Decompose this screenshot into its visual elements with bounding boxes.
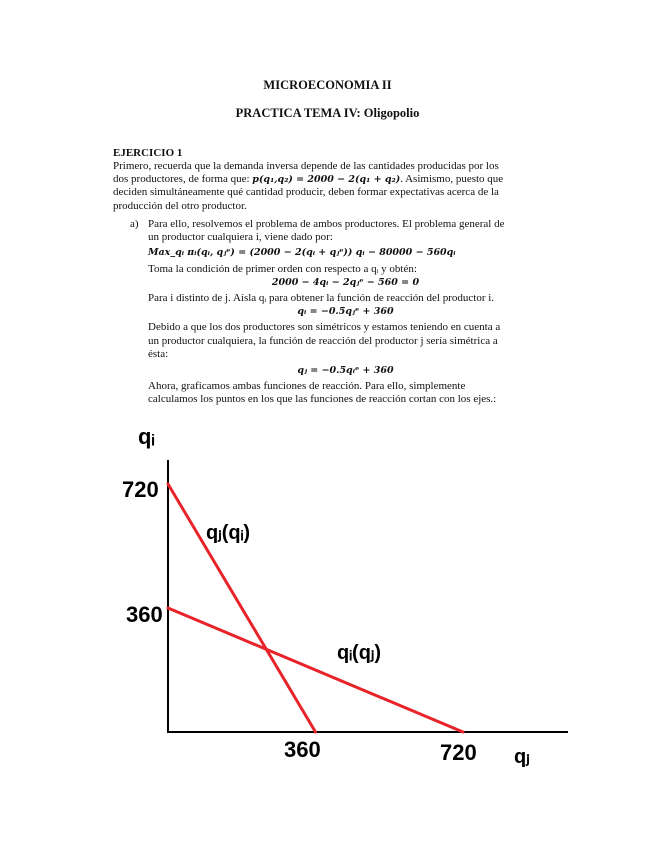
max-problem-formula: Max_qᵢ πᵢ(qᵢ, qⱼᵉ) = (2000 − 2(qᵢ + qⱼᵉ)) qᵢ − 80000 − 560qᵢ xyxy=(148,247,456,259)
y-tick-label-720: 720 xyxy=(122,477,159,502)
x-tick-label-720: 720 xyxy=(440,740,477,765)
part-a-line-2: un productor cualquiera i, viene dado por: xyxy=(148,231,333,244)
y-tick-label-360: 360 xyxy=(126,602,163,627)
exercise-heading: EJERCICIO 1 xyxy=(113,147,183,159)
symmetry-line-1: Debido a que los dos productores son simétricos y estamos teniendo en cuenta a xyxy=(148,321,501,334)
x-axis-label: qⱼ xyxy=(514,746,530,768)
intro-line-2-text-before: dos productores, de forma que: xyxy=(113,173,253,186)
symmetry-line-3: ésta: xyxy=(148,347,169,360)
y-axis-label: qᵢ xyxy=(138,424,155,449)
series-line-2 xyxy=(168,608,463,732)
foc-text: Toma la condición de primer orden con respecto a qᵢ y obtén: xyxy=(148,262,417,275)
demand-formula: p(q₁,q₂) = 2000 − 2(q₁ + q₂) xyxy=(252,174,401,186)
reaction-function-j: qⱼ = −0.5qᵢᵉ + 360 xyxy=(297,365,394,377)
intro-line-3: deciden simultáneamente qué cantidad producir, deben formar expectativas acerca de la xyxy=(113,186,499,199)
graph-intro-line-1: Ahora, graficamos ambas funciones de reacción. Para ello, simplemente xyxy=(148,380,466,393)
document-subtitle: PRACTICA TEMA IV: Oligopolio xyxy=(235,106,420,120)
intro-line-1: Primero, recuerda que la demanda inversa depende de las cantidades producidas por los xyxy=(113,160,499,172)
part-a-marker: a) xyxy=(130,218,139,230)
curve-label-qi-of-qj: qᵢ(qⱼ) xyxy=(337,642,382,664)
graph-intro-line-2: calculamos los puntos en los que las funciones de reacción cortan con los ejes.: xyxy=(148,393,497,406)
part-a-line-1: Para ello, resolvemos el problema de ambos productores. El problema general de xyxy=(148,218,505,230)
intro-line-4: producción del otro productor. xyxy=(113,199,247,212)
foc-formula: 2000 − 4qᵢ − 2qⱼᵉ − 560 = 0 xyxy=(271,276,420,288)
intro-line-2-text-after: . Asimismo, puesto que xyxy=(400,173,504,186)
reaction-function-i: qᵢ = −0.5qⱼᵉ + 360 xyxy=(297,306,394,318)
document-title: MICROECONOMIA II xyxy=(263,78,392,92)
curve-label-qj-of-qi: qⱼ(qᵢ) xyxy=(206,522,251,544)
symmetry-line-2: un productor cualquiera, la función de reacción del productor j sería simétrica a xyxy=(148,334,498,347)
isolate-text: Para i distinto de j. Aísla qᵢ para obtener la función de reacción del productor i. xyxy=(148,292,495,305)
x-tick-label-360: 360 xyxy=(284,737,321,762)
